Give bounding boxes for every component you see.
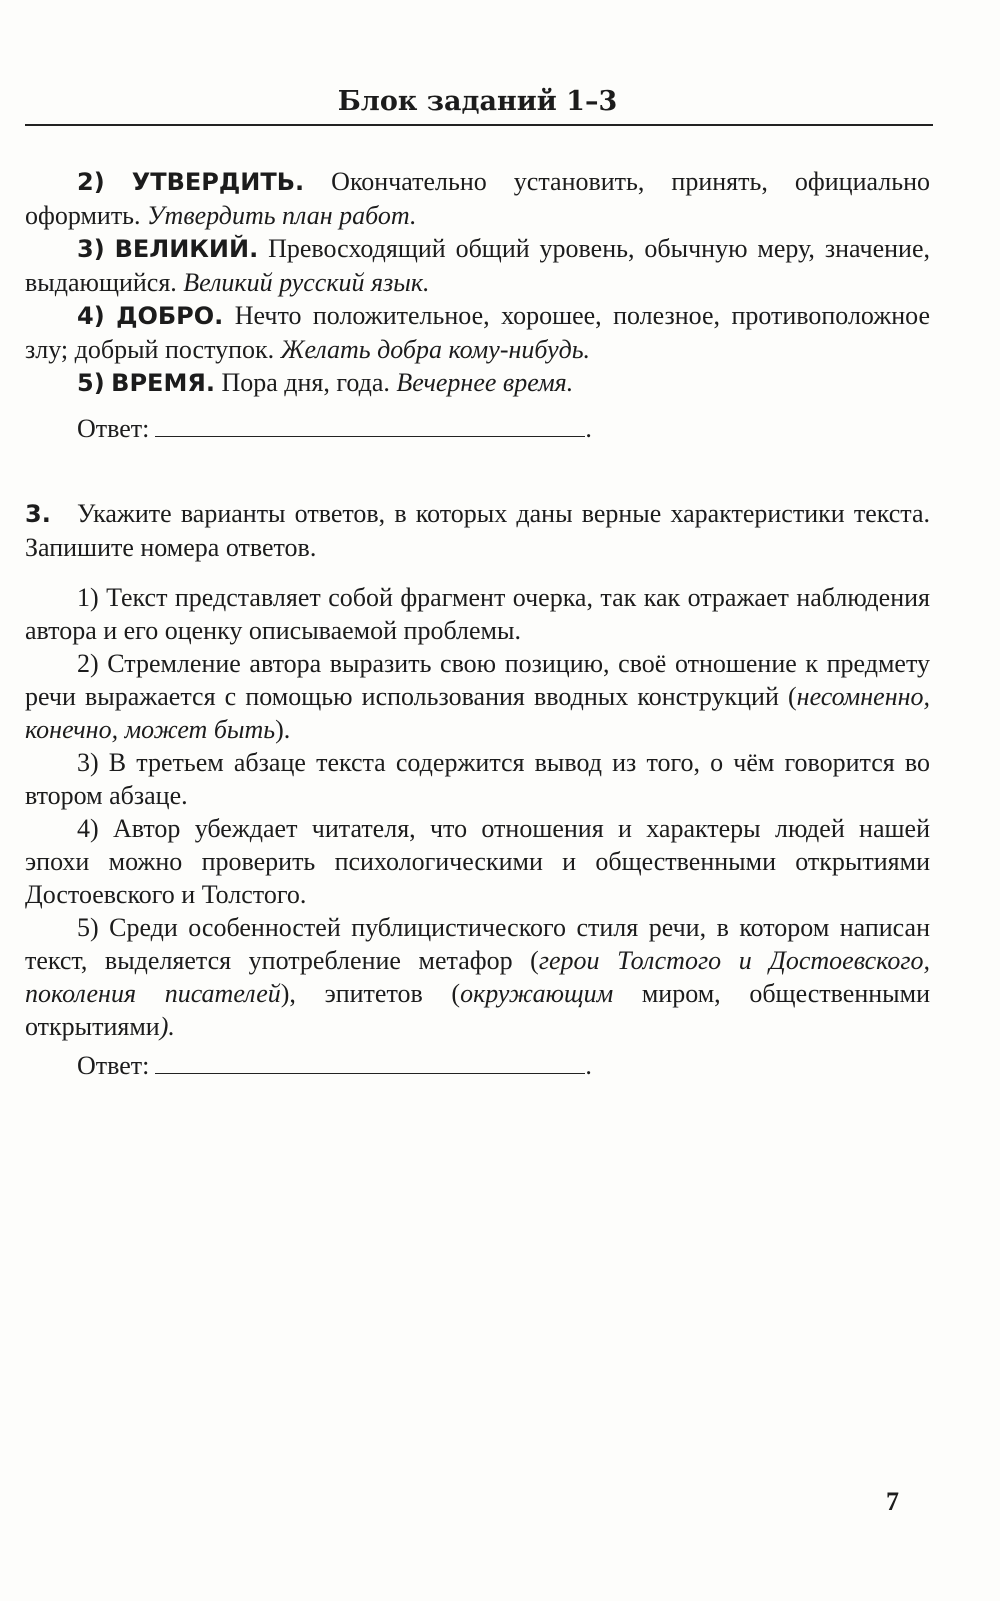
answer-row-2	[77, 1051, 592, 1081]
answer-label: Ответ:	[77, 1051, 150, 1080]
option-text-italic: несомненно, конечно, может быть	[25, 682, 930, 744]
definition-text: Окончательно установить, принять, официально оформить.	[25, 167, 931, 230]
definition-word: ВРЕМЯ.	[111, 369, 215, 397]
answer-row-1	[77, 414, 592, 444]
page-header-title: Блок заданий 1–3	[337, 86, 618, 117]
question-prompt	[25, 497, 930, 564]
definition-item	[25, 366, 930, 400]
answer-field[interactable]	[155, 1051, 585, 1074]
definition-word: УТВЕРДИТЬ.	[131, 168, 305, 196]
definition-example: Великий русский язык.	[183, 268, 430, 297]
option-text: 3) В третьем абзаце текста содержится вывод из того, о чём говорится во втором абзаце.	[25, 748, 930, 810]
answer-end: .	[585, 414, 592, 443]
option-item	[25, 746, 930, 812]
definition-example: Желать добра кому-нибудь.	[280, 335, 591, 364]
definition-number: 4)	[77, 302, 105, 330]
definition-example: Вечернее время.	[396, 368, 574, 397]
definition-word: ДОБРО.	[116, 302, 224, 330]
question-number: 3.	[25, 500, 51, 528]
option-text: ), эпитетов (	[280, 979, 461, 1008]
option-item	[25, 812, 930, 911]
option-text-italic: ).	[159, 1012, 175, 1041]
definition-number: 5)	[77, 369, 105, 397]
definition-example: Утвердить план работ.	[147, 201, 417, 230]
definition-item	[25, 299, 930, 366]
definition-item	[25, 165, 930, 232]
option-text: миром, общественными открытиями	[25, 979, 930, 1041]
definition-number: 3)	[77, 235, 105, 263]
option-text: ).	[275, 715, 291, 744]
option-item	[25, 911, 930, 1043]
option-text: 1) Текст представляет собой фрагмент очерка, так как отражает наблюдения автора и его оценку описываемой проблемы.	[25, 583, 930, 645]
answer-label: Ответ:	[77, 414, 150, 443]
definition-text: Превосходящий общий уровень, обычную меру, значение, выдающийся.	[25, 234, 931, 297]
option-item	[25, 581, 930, 647]
option-text: 2) Стремление автора выразить свою позицию, своё отношение к предмету речи выражается с помощью использования вводных конструкций (	[25, 649, 930, 711]
page-number: 7	[886, 1487, 899, 1516]
answer-end: .	[585, 1051, 592, 1080]
question-3	[25, 497, 930, 564]
definition-number: 2)	[77, 168, 105, 196]
option-text: 5) Среди особенностей публицистического стиля речи, в котором написан текст, выделяется употребление метафор (	[25, 913, 930, 975]
option-text: 4) Автор убеждает читателя, что отношения и характеры людей нашей эпохи можно проверить психологическими и общественными открытиями Достоевского и Толстого.	[25, 814, 930, 909]
option-text-italic: герои Толстого и Достоевского, поколения писателей	[25, 946, 930, 1008]
definition-text: Пора дня, года.	[221, 368, 390, 397]
option-text-italic: окружающим	[460, 979, 614, 1008]
options-block	[25, 581, 930, 1043]
answer-field[interactable]	[155, 414, 585, 437]
question-prompt-text: Укажите варианты ответов, в которых даны верные характеристики текста. Запишите номера ответов.	[25, 499, 930, 562]
definition-word: ВЕЛИКИЙ.	[114, 235, 259, 263]
definitions-block	[25, 165, 930, 400]
definition-text: Нечто положительное, хорошее, полезное, противоположное злу; добрый поступок.	[25, 301, 931, 364]
header-divider	[25, 124, 933, 126]
definition-item	[25, 232, 930, 299]
option-item	[25, 647, 930, 746]
